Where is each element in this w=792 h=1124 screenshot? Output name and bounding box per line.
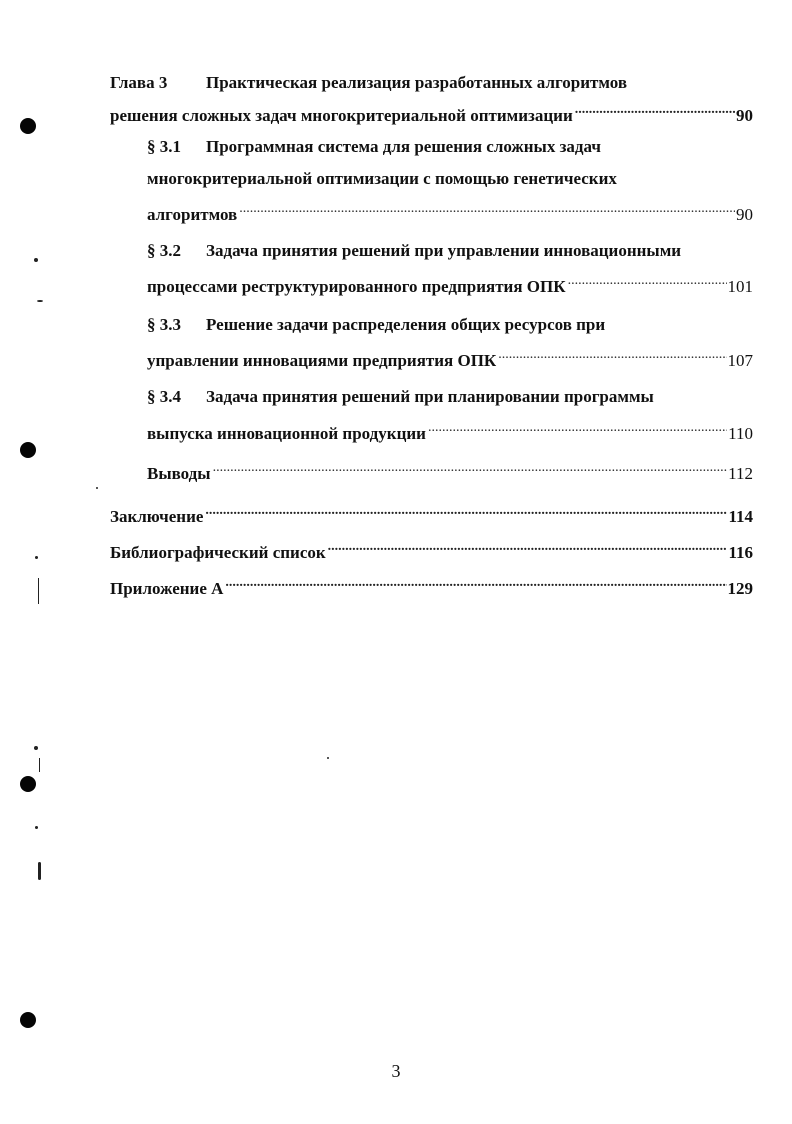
toc-chapter3-line2[interactable] [110, 101, 753, 126]
dot-leader [328, 538, 728, 558]
scan-speck [39, 758, 40, 772]
chapter-title-line1: Практическая реализация разработанных алгоритмов [206, 73, 627, 92]
dot-leader [568, 272, 727, 292]
scan-speck [327, 757, 329, 759]
chapter-page-number: 90 [736, 106, 753, 125]
toc-s32-line2[interactable] [147, 272, 753, 297]
punch-hole-4 [20, 1012, 36, 1028]
section-label: § 3.1 [147, 137, 181, 156]
section-title-line1: Решение задачи распределения общих ресурсов при [206, 315, 606, 334]
section-title-line1: Задача принятия решений при планировании программы [206, 387, 654, 406]
scan-speck [96, 487, 98, 489]
toc-s34-line2[interactable] [147, 419, 753, 444]
section-page-number: 101 [727, 277, 753, 296]
scan-speck [38, 862, 41, 880]
scan-speck [37, 300, 43, 302]
punch-hole-2 [20, 442, 36, 458]
closing-page-number: 114 [728, 507, 753, 526]
section-title-line2: процессами реструктурированного предприятия ОПК [147, 277, 566, 296]
scan-speck [34, 746, 38, 750]
toc-appendix[interactable] [110, 574, 753, 599]
punch-hole-3 [20, 776, 36, 792]
toc-conclusions[interactable] [147, 459, 753, 484]
section-page-number: 90 [736, 205, 753, 224]
toc-s34-line1 [147, 387, 654, 407]
section-title-line1: Задача принятия решений при управлении инновационными [206, 241, 682, 260]
page-number: 3 [391, 1061, 401, 1081]
bibliography-title: Библиографический список [110, 543, 326, 562]
toc-s31-line1 [147, 137, 601, 157]
section-title-line1: Программная система для решения сложных задач [206, 137, 601, 156]
conclusions-page-number: 112 [728, 464, 753, 483]
toc-s33-line1 [147, 315, 605, 335]
dot-leader [428, 419, 727, 439]
toc-bibliography[interactable] [110, 538, 753, 563]
toc-s33-line2[interactable] [147, 346, 753, 371]
scan-speck [35, 826, 38, 829]
dot-leader [575, 101, 735, 121]
conclusions-title: Выводы [147, 464, 211, 483]
dot-leader [498, 346, 726, 366]
appendix-title: Приложение А [110, 579, 224, 598]
toc-s31-line3[interactable] [147, 200, 753, 225]
dot-leader [239, 200, 735, 220]
scan-speck [35, 556, 38, 559]
chapter-title-line2: решения сложных задач многокритериальной оптимизации [110, 106, 573, 125]
toc-s32-line1 [147, 241, 681, 261]
section-page-number: 110 [728, 424, 753, 443]
section-title-line2: управлении инновациями предприятия ОПК [147, 351, 497, 370]
section-title-line3: алгоритмов [147, 205, 238, 224]
dot-leader [205, 502, 727, 522]
section-label: § 3.2 [147, 241, 181, 260]
scan-speck [38, 578, 39, 604]
section-title-line2: выпуска инновационной продукции [147, 424, 426, 443]
chapter-label: Глава 3 [110, 73, 168, 92]
punch-hole-1 [20, 118, 36, 134]
section-label: § 3.4 [147, 387, 181, 406]
dot-leader [213, 459, 728, 479]
appendix-page-number: 129 [727, 579, 753, 598]
section-title-line2: многокритериальной оптимизации с помощью генетических [147, 169, 617, 188]
section-label: § 3.3 [147, 315, 181, 334]
dot-leader [225, 574, 726, 594]
bibliography-page-number: 116 [728, 543, 753, 562]
toc-chapter3-line1 [110, 73, 627, 93]
toc-closing[interactable] [110, 502, 753, 527]
closing-title: Заключение [110, 507, 204, 526]
section-page-number: 107 [727, 351, 753, 370]
scan-speck [34, 258, 38, 262]
toc-s31-line2 [147, 169, 617, 189]
